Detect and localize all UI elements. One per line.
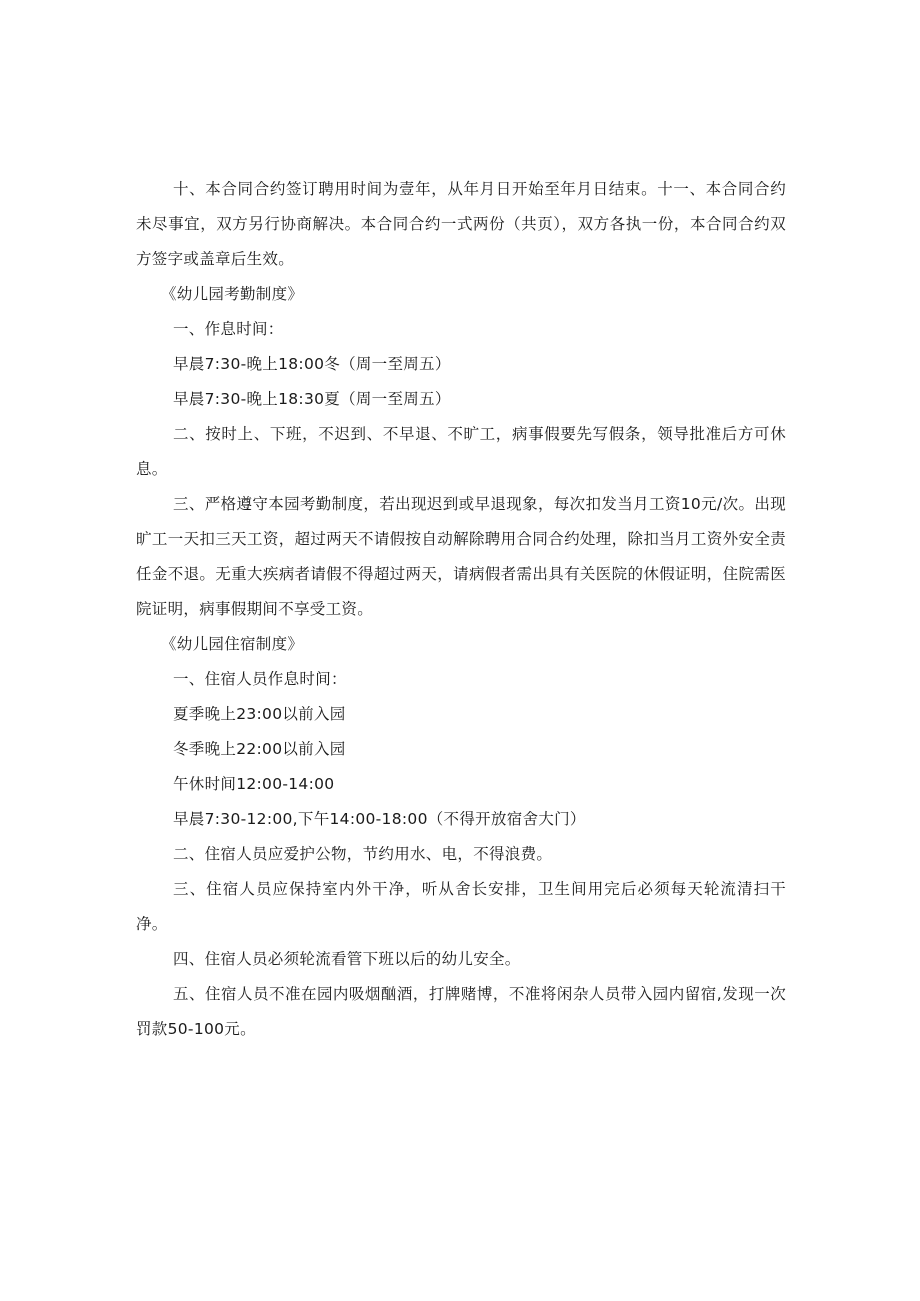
dorm-schedule-heading: 一、住宿人员作息时间：	[173, 670, 347, 688]
punctuality-paragraph: 二、按时上、下班，不迟到、不早退、不旷工，病事假要先写假条，领导批准后方可休息。	[136, 425, 786, 478]
document-body	[136, 172, 786, 1047]
attendance-policy-title: 《幼儿园考勤制度》	[161, 285, 304, 303]
dormitory-policy-title: 《幼儿园住宿制度》	[161, 635, 304, 653]
contract-term-paragraph: 十、本合同合约签订聘用时间为壹年，从年月日开始至年月日结束。十一、本合同合约未尽事宜，双方另行协商解决。本合同合约一式两份（共页），双方各执一份，本合同合约双方签字或盖章后生效。	[136, 180, 786, 268]
property-care-paragraph: 二、住宿人员应爱护公物，节约用水、电，不得浪费。	[173, 845, 553, 863]
daytime-hours-line: 早晨7:30-12:00,下午14:00-18:00（不得开放宿舍大门）	[173, 810, 586, 828]
summer-curfew-line: 夏季晚上23:00以前入园	[173, 705, 346, 723]
winter-hours-line: 早晨7:30-晚上18:00冬（周一至周五）	[173, 355, 451, 373]
nap-time-line: 午休时间12:00-14:00	[173, 775, 335, 793]
winter-curfew-line: 冬季晚上22:00以前入园	[173, 740, 346, 758]
cleanliness-paragraph: 三、住宿人员应保持室内外干净，听从舍长安排，卫生间用完后必须每天轮流清扫干净。	[136, 880, 786, 933]
work-hours-heading: 一、作息时间：	[173, 320, 284, 338]
child-safety-paragraph: 四、住宿人员必须轮流看管下班以后的幼儿安全。	[173, 950, 521, 968]
attendance-penalty-paragraph: 三、严格遵守本园考勤制度，若出现迟到或早退现象，每次扣发当月工资10元/次。出现旷工一天扣三天工资，超过两天不请假按自动解除聘用合同合约处理，除扣当月工资外安全责任金不退。无重大疾病者请假不得超过两天，请病假者需出具有关医院的休假证明，住院需医院证明，病事假期间不享受工资。	[136, 495, 786, 618]
summer-hours-line: 早晨7:30-晚上18:30夏（周一至周五）	[173, 390, 451, 408]
conduct-penalty-paragraph: 五、住宿人员不准在园内吸烟酗酒，打牌赌博，不准将闲杂人员带入园内留宿,发现一次罚款50-100元。	[136, 985, 786, 1038]
